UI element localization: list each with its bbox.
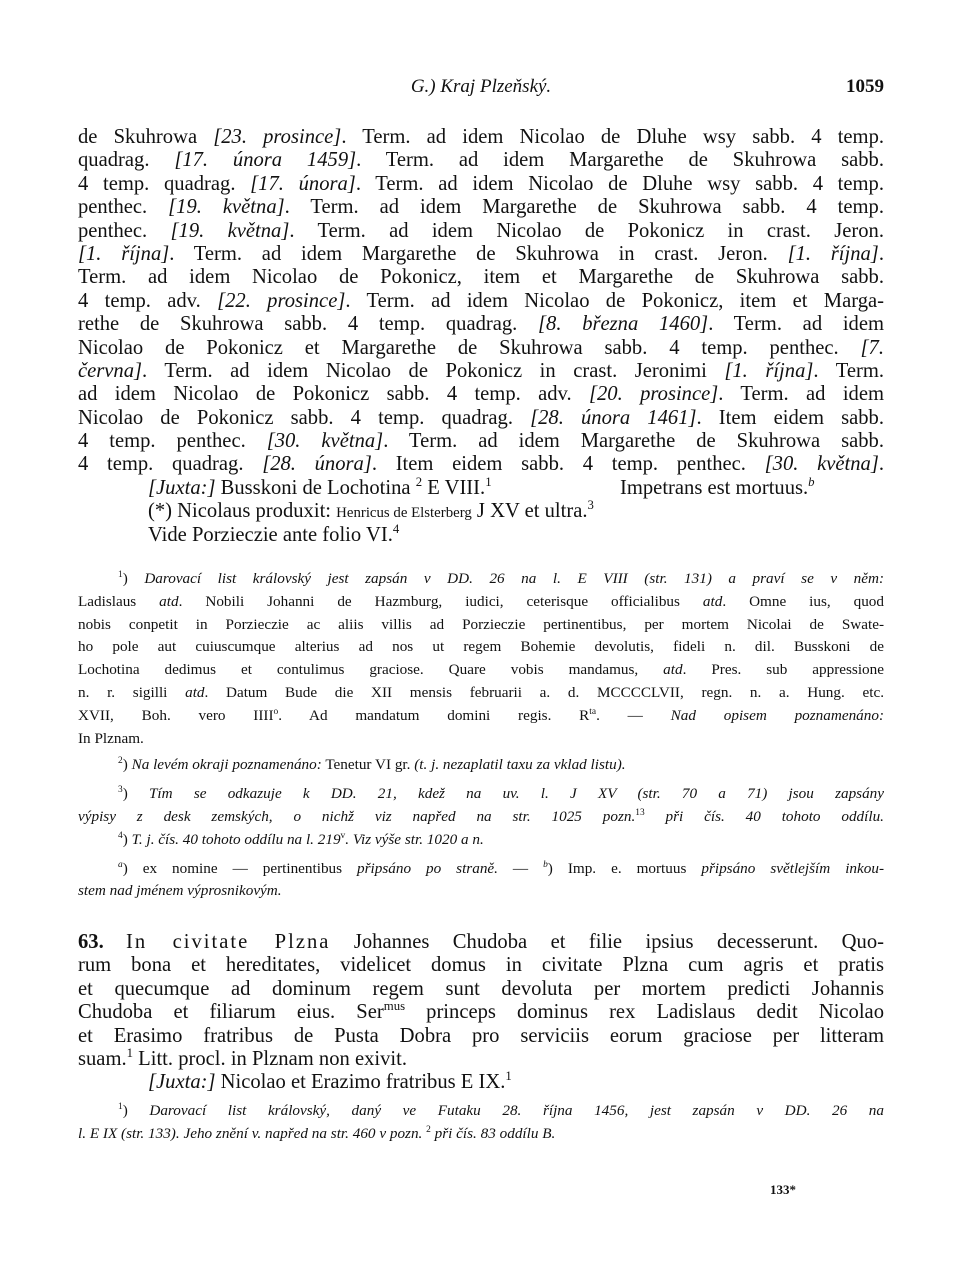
running-header: [78, 76, 884, 102]
text-line: n. r. sigilli atd. Datum Bude die XII mensis februarii a. d. MCCCCLVII, regn. n. a. Hung. etc.: [78, 683, 884, 701]
footnote-a: $^a$) ex nomine — pertinentibus připsáno po straně. — $^b$) Imp. e. mortuus připsáno světlejším inkou-: [118, 859, 885, 877]
text-line: 4 temp. quadrag. [28. února]. Item eidem sabb. 4 temp. penthec. [30. května].: [78, 453, 884, 476]
vide-line: Vide Porzieczie ante folio VI.$^4$: [148, 521, 400, 546]
text-line: června]. Term. ad idem Nicolao de Pokonicz in crast. Jeronimi [1. října]. Term.: [78, 359, 884, 382]
footnotes-63: [78, 1100, 884, 1146]
text-line: suam.$^1$ Litt. procl. in Plznam non exivit.: [78, 1046, 407, 1070]
footnote-1: $^1$) Darovací list královský, daný ve Futaku 28. října 1456, jest zapsán v DD. 26 na: [118, 1101, 884, 1119]
entry-number: 63.: [78, 931, 104, 953]
text-line: et quecumque ad dominum regem sunt devoluta per mortem predicti Johannis: [78, 977, 884, 1000]
text-line: Chudoba et filiarum eius. Ser$^{mus}$ princeps dominus rex Ladislaus dedit Nicolao: [78, 999, 884, 1024]
text-line: [1. října]. Term. ad idem Margarethe de Skuhrowa in crast. Jeron. [1. října].: [78, 242, 884, 265]
entry-63-first-line: 63. In civitate Plzna Johannes Chudoba et filie ipsius decesserunt. Quo-: [78, 931, 884, 953]
text-line: 4 temp. penthec. [30. května]. Term. ad idem Margarethe de Skuhrowa sabb.: [78, 430, 884, 453]
entry-63-text: [78, 931, 884, 1095]
text-line: ad idem Nicolao de Pokonicz sabb. 4 temp. adv. [20. prosince]. Term. ad idem: [78, 383, 884, 406]
signature-mark: 133*: [770, 1182, 796, 1197]
text-line: Lochotina dedimus et contulimus graciose. Quare vobis mandamus, atd. Pres. sub appressione: [78, 661, 884, 679]
text-line: stem nad jménem výprosnikovým.: [78, 882, 282, 900]
text-line: rethe de Skuhrowa sabb. 4 temp. quadrag. [8. března 1460]. Term. ad idem: [78, 313, 884, 336]
produxit-line: (*) Nicolaus produxit: Henricus de Elsterberg J XV et ultra.$^3$: [148, 498, 594, 523]
text-line: et Erasimo fratribus de Pusta Dobra pro serviciis eorum graciose per litteram: [78, 1024, 884, 1047]
text-line: nobis conpetit in Porzieczie ac aliis villis ad Porzieczie pertinentibus, per mortem Nicolai de Swate-: [78, 615, 884, 633]
juxta-line: [Juxta:] Busskoni de Lochotina $^2$ E VIII.$^1$ Impetrans est mortuus.$^b$: [148, 475, 815, 499]
page-number: 1059: [846, 76, 884, 97]
entry-62-text: [78, 126, 884, 547]
footnote-1: $^1$) Darovací list královský jest zapsán v DD. 26 na l. E VIII (str. 131) a praví se v něm:: [118, 569, 885, 587]
text-line: penthec. [19. května]. Term. ad idem Nicolao de Pokonicz in crast. Jeron.: [78, 219, 884, 242]
text-line: rum bona et hereditates, videlicet domus in civitate Plzna cum agris et pratis: [78, 954, 884, 977]
juxta-line: [Juxta:] Nicolao et Erazimo fratribus E IX.$^1$: [148, 1069, 512, 1094]
text-line: Ladislaus atd. Nobili Johanni de Hazmburg, iudici, ceterisque officialibus atd. Omne ius, quod: [78, 592, 884, 610]
footnote-2: $^2$) Na levém okraji poznamenáno: Tenetur VI gr. (t. j. nezaplatil taxu za vklad listu).: [118, 756, 626, 774]
text-line: Nicolao de Pokonicz et Margarethe de Skuhrowa sabb. 4 temp. penthec. [7.: [78, 336, 884, 359]
text-line: Nicolao de Pokonicz sabb. 4 temp. quadrag. [28. února 1461]. Item eidem sabb.: [78, 406, 884, 429]
text-line: výpisy z desk zemských, o nichž viz napřed na str. 1025 pozn.$^{13}$ při čís. 40 tohoto oddílu.: [78, 807, 884, 825]
text-line: 4 temp. quadrag. [17. února]. Term. ad idem Nicolao de Dluhe wsy sabb. 4 temp.: [78, 172, 884, 195]
text-line: quadrag. [17. února 1459]. Term. ad idem Margarethe de Skuhrowa sabb.: [78, 149, 885, 172]
footnote-3: $^3$) Tím se odkazuje k DD. 21, kdež na uv. l. J XV (str. 70 a 71) jsou zapsány: [118, 785, 885, 803]
text-line: 4 temp. adv. [22. prosince]. Term. ad idem Nicolao de Pokonicz, item et Marga-: [78, 289, 884, 312]
text-line: XVII, Boh. vero IIII$^o$. Ad mandatum domini regis. $R^{ta}$. — Nad opisem poznamenáno:: [78, 706, 884, 724]
text-line: In Plznam.: [78, 729, 144, 747]
text-line: penthec. [19. května]. Term. ad idem Margarethe de Skuhrowa sabb. 4 temp.: [78, 196, 884, 219]
text-line: l. E IX (str. 133). Jeho znění v. napřed na str. 460 v pozn. $^2$ při čís. 83 oddílu B.: [78, 1124, 556, 1142]
text-line: ho pole aut cuiuscumque alterius ad nos ut regem Bohemie devolutis, fideli n. dil. Busskoni de: [78, 638, 884, 656]
page-header-title: G.) Kraj Plzeňský.: [410, 76, 552, 97]
footnote-4: $^4$) T. j. čís. 40 tohoto oddílu na l. 219$^v$. Viz výše str. 1020 a n.: [118, 830, 484, 848]
text-line: Term. ad idem Nicolao de Pokonicz, item et Margarethe de Skuhrowa sabb.: [78, 266, 884, 289]
footnotes-62: [78, 568, 884, 903]
text-line: de Skuhrowa [23. prosince]. Term. ad idem Nicolao de Dluhe wsy sabb. 4 temp.: [78, 126, 885, 148]
